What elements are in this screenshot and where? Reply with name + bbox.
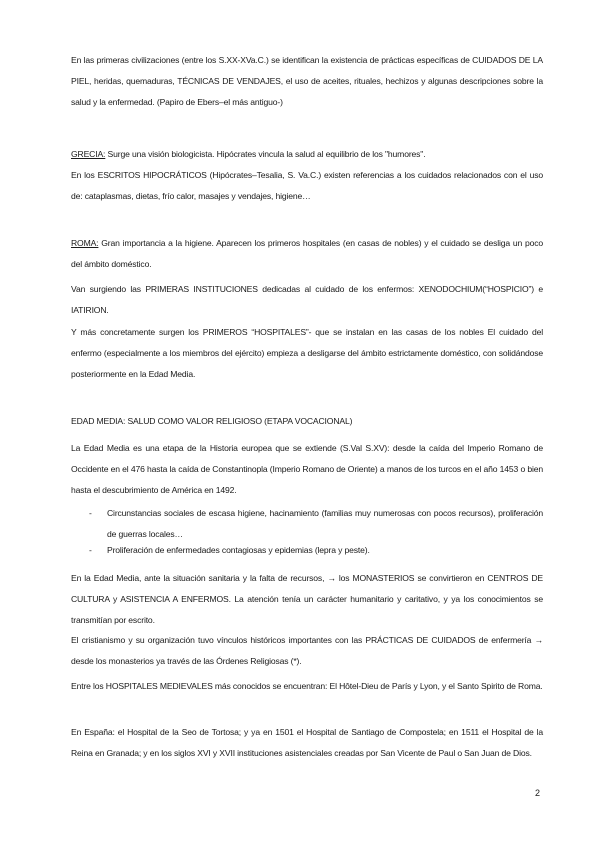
grecia-text: Surge una visión biologicista. Hipócrates vincula la salud al equilibrio de los "humores". [105, 149, 426, 159]
paragraph-cristianismo: El cristianismo y su organización tuvo vínculos históricos importantes con las PRÁCTICAS DE CUIDADOS de enfermería → desde los monasterios ya través de las Órdenes Religiosas (*). [71, 635, 543, 666]
roma-text: Gran importancia a la higiene. Aparecen los primeros hospitales (en casas de nobles) y el cuidado se desliga un poco del ámbito doméstico. [71, 238, 543, 269]
paragraph-escritos-hipocraticos: En los ESCRITOS HIPOCRÁTICOS (Hipócrates–Tesalia, S. Va.C.) existen referencias a los cuidados relacionados con el uso de: cataplasmas, dietas, frío calor, masajes y vendajes, higiene… [71, 170, 543, 201]
bullet-item: Proliferación de enfermedades contagiosas y epidemias (lepra y peste). [107, 545, 370, 555]
bullet-marker: - [89, 508, 92, 518]
paragraph-primeras-instituciones: Van surgiendo las PRIMERAS INSTITUCIONES dedicadas al cuidado de los enfermos: XENODOCHIUM(“HOSPICIO”) e IATIRION. [71, 284, 543, 315]
heading-edad-media: EDAD MEDIA: SALUD COMO VALOR RELIGIOSO (ETAPA VOCACIONAL) [71, 416, 353, 426]
paragraph-edad-media-intro: La Edad Media es una etapa de la Historia europea que se extiende (S.Val S.XV): desde la caída del Imperio Romano de Occidente en el 476 hasta la caída de Constantinopla (Imperio Romano de Oriente) a manos de los turcos en el año 1453 o bien hasta el descubrimiento de América en 1492. [71, 443, 543, 495]
heading-roma: ROMA: [71, 238, 99, 248]
paragraph-primeros-hospitales: Y más concretamente surgen los PRIMEROS “HOSPITALES”- que se instalan en las casas de los nobles El cuidado del enfermo (especialmente a los miembros del ejército) empieza a desligarse del ámbito estrictamente doméstico, con solidándose posteriormente en la Edad Media. [71, 327, 543, 379]
bullet-marker: - [89, 545, 92, 555]
paragraph-primeras-civilizaciones: En las primeras civilizaciones (entre los S.XX-XVa.C.) se identifican la existencia de prácticas específicas de CUIDADOS DE LA PIEL, heridas, quemaduras, TÉCNICAS DE VENDAJES, el uso de aceites, rituales, hechizos y algunas descripciones sobre la salud y la enfermedad. (Papiro de Ebers–el más antiguo-) [71, 55, 543, 107]
paragraph-roma [71, 233, 543, 275]
paragraph-espana: En España: el Hospital de la Seo de Tortosa; y ya en 1501 el Hospital de Santiago de Compostela; en 1511 el Hospital de la Reina en Granada; y en los siglos XVI y XVII instituciones asistenciales creadas por San Vicente de Paul o San Juan de Dios. [71, 727, 543, 758]
paragraph-hospitales-medievales: Entre los HOSPITALES MEDIEVALES más conocidos se encuentran: El Hôtel-Dieu de París y Lyon, y el Santo Spirito de Roma. [71, 681, 543, 691]
paragraph-grecia [71, 144, 543, 165]
heading-grecia: GRECIA: [71, 149, 106, 159]
page-number: 2 [535, 788, 541, 798]
paragraph-monasterios: En la Edad Media, ante la situación sanitaria y la falta de recursos, → los MONASTERIOS se convirtieron en CENTROS DE CULTURA y ASISTENCIA A ENFERMOS. La atención tenía un carácter humanitario y caritativo, y ya los conocimientos se transmitían por escrito. [71, 573, 543, 625]
bullet-item: Circunstancias sociales de escasa higiene, hacinamiento (familias muy numerosas con pocos recursos), proliferación de guerras locales… [107, 508, 543, 539]
